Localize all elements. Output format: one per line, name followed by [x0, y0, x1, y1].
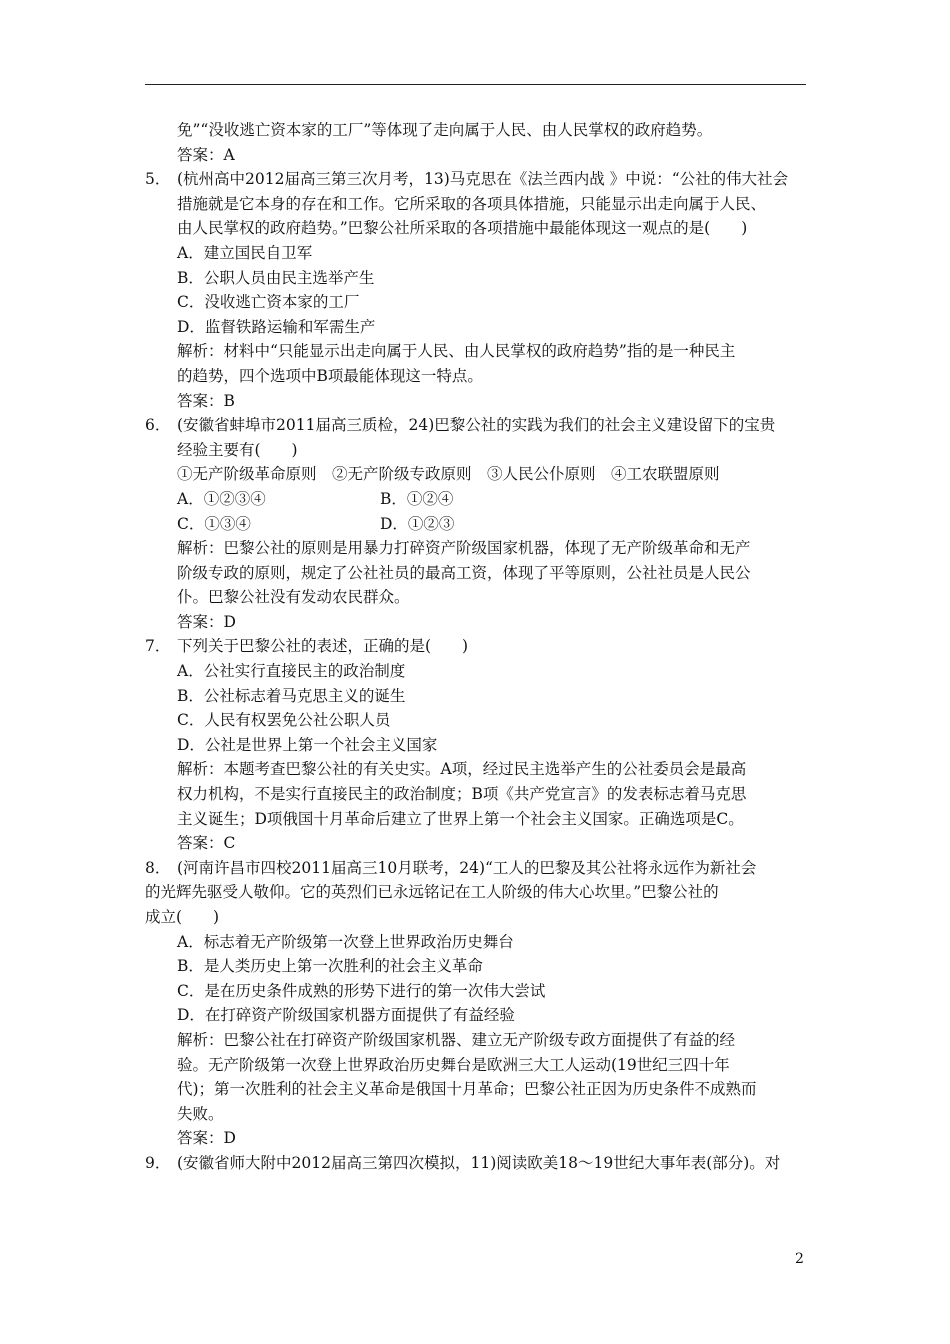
document-body: [145, 118, 806, 1176]
option-b: B．是人类历史上第一次胜利的社会主义革命: [177, 957, 483, 976]
question-stem-line: 成立( ): [145, 908, 220, 926]
question-stem-line: (杭州高中2012届高三第三次月考，13)马克思在《法兰西内战 》中说：“公社的伟大社会: [177, 170, 789, 189]
option-c: C．人民有权罢免公社公职人员: [177, 711, 391, 730]
question-stem-line: 的光辉先驱受人敬仰。它的英烈们已永远铭记在工人阶级的伟大心坎里。”巴黎公社的: [145, 883, 719, 902]
question-stem-line: 由人民掌权的政府趋势。”巴黎公社所采取的各项措施中最能体现这一观点的是( ): [177, 219, 748, 238]
option-d: D．在打碎资产阶级国家机器方面提供了有益经验: [177, 1006, 515, 1025]
option-c: C．是在历史条件成熟的形势下进行的第一次伟大尝试: [177, 981, 546, 1000]
option-c: C．①③④: [177, 514, 251, 533]
option-d: D．监督铁路运输和军需生产: [177, 317, 376, 336]
question-number: 5．: [145, 170, 171, 189]
answer: 答案：B: [177, 391, 235, 410]
question-number: 9．: [145, 1153, 171, 1172]
option-b: B．①②④: [380, 489, 454, 508]
question-stem-line: (河南许昌市四校2011届高三10月联考，24)“工人的巴黎及其公社将永远作为新社会: [177, 858, 757, 877]
option-c: C．没收逃亡资本家的工厂: [177, 293, 360, 312]
question-stem-line: 措施就是它本身的存在和工作。它所采取的各项具体措施，只能显示出走向属于人民、: [177, 194, 767, 213]
options-row: [177, 512, 775, 537]
analysis-line: 解析：本题考查巴黎公社的有关史实。A项，经过民主选举产生的公社委员会是最高: [177, 760, 747, 779]
option-d: D．①②③: [380, 514, 455, 533]
question-9: [145, 1151, 806, 1176]
question-stem-line: 下列关于巴黎公社的表述，正确的是( ): [177, 637, 469, 656]
analysis-line: 代)；第一次胜利的社会主义革命是俄国十月革命；巴黎公社正因为历史条件不成熟而: [177, 1080, 757, 1099]
option-a: A．公社实行直接民主的政治制度: [177, 662, 406, 681]
answer: 答案：A: [177, 145, 235, 164]
analysis-line: 的趋势，四个选项中B项最能体现这一特点。: [177, 366, 483, 385]
answer: 答案：D: [177, 612, 236, 631]
question-7: [145, 634, 806, 855]
option-a: A．标志着无产阶级第一次登上世界政治历史舞台: [177, 932, 514, 951]
analysis-line: 验。无产阶级第一次登上世界政治历史舞台是欧洲三大工人运动(19世纪三四十年: [177, 1055, 730, 1074]
header-rule: [145, 84, 806, 85]
question-6: [145, 413, 806, 634]
question-stem-line: (安徽省蚌埠市2011届高三质检，24)巴黎公社的实践为我们的社会主义建设留下的宝贵: [177, 416, 776, 435]
analysis-line: 主义诞生；D项俄国十月革命后建立了世界上第一个社会主义国家。正确选项是C。: [177, 809, 744, 828]
analysis-line: 权力机构，不是实行直接民主的政治制度；B项《共产党宣言》的发表标志着马克思: [177, 785, 747, 804]
option-d: D．公社是世界上第一个社会主义国家: [177, 735, 438, 754]
option-a: A．①②③④: [177, 489, 266, 508]
options-row: [177, 487, 775, 512]
option-b: B．公职人员由民主选举产生: [177, 268, 375, 287]
question-8: [145, 856, 806, 881]
analysis-line: 失败。: [177, 1104, 224, 1123]
question-stem-line: (安徽省师大附中2012届高三第四次模拟，11)阅读欧美18～19世纪大事年表(部分)。对: [177, 1153, 781, 1172]
continuation-text: 免”“没收逃亡资本家的工厂”等体现了走向属于人民、由人民掌权的政府趋势。: [177, 121, 713, 139]
analysis-line: 解析：材料中“只能显示出走向属于人民、由人民掌权的政府趋势”指的是一种民主: [177, 342, 736, 361]
question-body: [177, 167, 788, 413]
option-a: A．建立国民自卫军: [177, 243, 313, 262]
answer: 答案：D: [177, 1129, 236, 1148]
page-number: 2: [795, 1251, 804, 1267]
answer: 答案：C: [177, 834, 236, 853]
analysis-line: 阶级专政的原则，规定了公社社员的最高工资，体现了平等原则，公社社员是人民公: [177, 563, 751, 582]
question-stem-line: 经验主要有( ): [177, 440, 298, 459]
analysis-line: 解析：巴黎公社在打碎资产阶级国家机器、建立无产阶级专政方面提供了有益的经: [177, 1030, 736, 1049]
option-b: B．公社标志着马克思主义的诞生: [177, 686, 406, 705]
analysis-line: 仆。巴黎公社没有发动农民群众。: [177, 588, 410, 607]
question-5: [145, 167, 806, 413]
question-number: 7．: [145, 637, 171, 656]
question-body: [177, 634, 746, 855]
analysis-line: 解析：巴黎公社的原则是用暴力打碎资产阶级国家机器，体现了无产阶级革命和无产: [177, 539, 751, 558]
question-number: 6．: [145, 416, 171, 435]
question-body: [177, 413, 775, 634]
numbered-items: ①无产阶级革命原则 ②无产阶级专政原则 ③人民公仆原则 ④工农联盟原则: [177, 465, 720, 484]
question-body: [177, 856, 756, 881]
question-number: 8．: [145, 858, 171, 877]
